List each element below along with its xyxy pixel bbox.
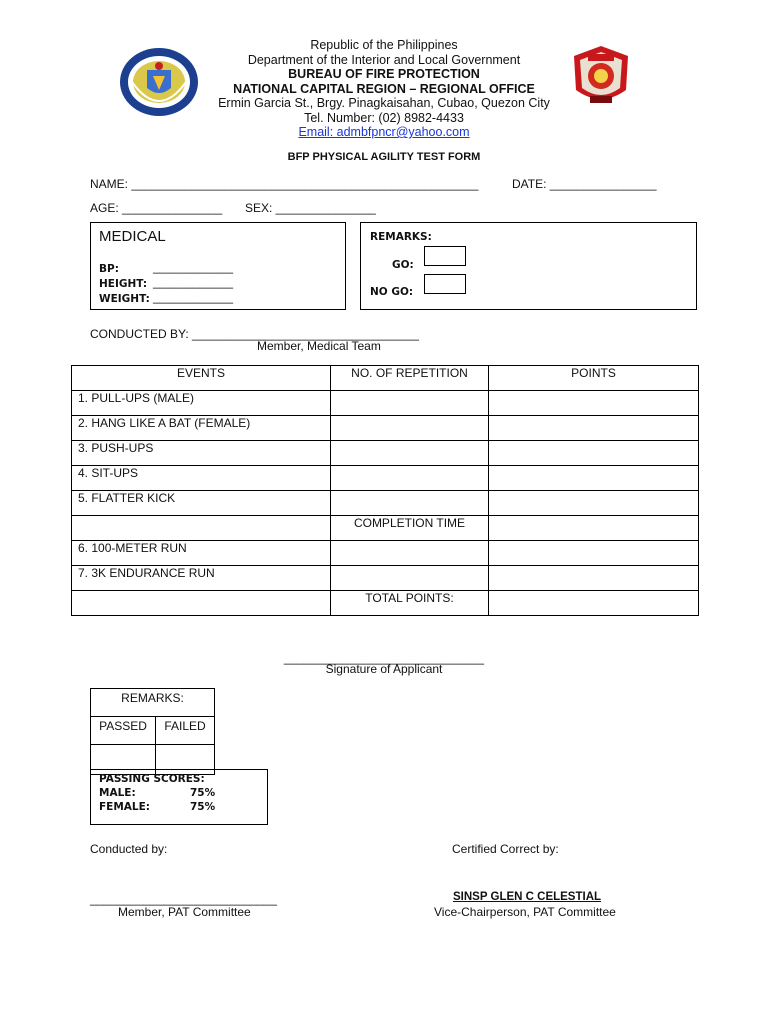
- medical-box: [90, 222, 346, 310]
- final-remarks-table: [90, 688, 215, 775]
- repetition-cell[interactable]: [331, 466, 489, 491]
- applicant-signature-label: Signature of Applicant: [325, 662, 443, 676]
- table-row: [72, 591, 699, 616]
- points-cell[interactable]: [489, 441, 699, 466]
- name-field[interactable]: NAME: ____________________________________________________: [90, 177, 479, 191]
- repetition-cell[interactable]: [331, 566, 489, 591]
- event-name: 1. PULL-UPS (MALE): [72, 391, 331, 416]
- table-header-row: [72, 366, 699, 391]
- letterhead: [170, 38, 598, 140]
- weight-label: WEIGHT:: [99, 293, 150, 305]
- points-cell[interactable]: [489, 391, 699, 416]
- certified-by-label: Certified Correct by:: [452, 842, 559, 856]
- table-row: [72, 566, 699, 591]
- conducted-by-label: Conducted by:: [90, 842, 168, 856]
- event-name: 5. FLATTER KICK: [72, 491, 331, 516]
- no-go-checkbox[interactable]: [424, 274, 466, 294]
- go-checkbox[interactable]: [424, 246, 466, 266]
- repetition-cell[interactable]: [331, 391, 489, 416]
- points-cell[interactable]: [489, 416, 699, 441]
- points-cell[interactable]: [489, 466, 699, 491]
- applicant-signature-line[interactable]: ______________________________: [283, 651, 485, 665]
- event-name: [72, 516, 331, 541]
- pat-member-role: Member, PAT Committee: [118, 905, 251, 919]
- sex-field[interactable]: SEX: _______________: [245, 201, 376, 215]
- repetition-cell[interactable]: [331, 541, 489, 566]
- table-row: [72, 441, 699, 466]
- header-department: Department of the Interior and Local Government: [247, 52, 521, 67]
- event-name: 7. 3K ENDURANCE RUN: [72, 566, 331, 591]
- failed-label: FAILED: [156, 717, 215, 745]
- header-points: POINTS: [489, 366, 699, 391]
- header-tel: Tel. Number: (02) 8982-4433: [304, 110, 464, 125]
- event-name: 6. 100-METER RUN: [72, 541, 331, 566]
- event-name: 3. PUSH-UPS: [72, 441, 331, 466]
- go-remarks-box: [360, 222, 697, 310]
- passing-scores-box: [90, 769, 268, 825]
- repetition-cell[interactable]: [331, 416, 489, 441]
- total-points-label: TOTAL POINTS:: [331, 591, 489, 616]
- certifier-role: Vice-Chairperson, PAT Committee: [434, 905, 616, 919]
- height-line[interactable]: ____________: [153, 275, 234, 289]
- certifier-name: SINSP GLEN C CELESTIAL: [453, 891, 602, 903]
- medical-team-caption: Member, Medical Team: [257, 339, 381, 353]
- age-field[interactable]: AGE: _______________: [90, 201, 223, 215]
- events-table: [71, 365, 699, 616]
- weight-line[interactable]: ____________: [153, 290, 234, 304]
- height-label: HEIGHT:: [99, 278, 148, 290]
- form-title: BFP PHYSICAL AGILITY TEST FORM: [287, 151, 481, 163]
- table-row: [72, 466, 699, 491]
- table-row: [72, 516, 699, 541]
- header-email-link[interactable]: Email: admbfpncr@yahoo.com: [298, 125, 470, 139]
- table-row: [72, 391, 699, 416]
- pat-member-signature-line[interactable]: ____________________________: [90, 892, 277, 906]
- male-label: MALE:: [99, 787, 136, 799]
- event-name: 2. HANG LIKE A BAT (FEMALE): [72, 416, 331, 441]
- header-bureau: BUREAU OF FIRE PROTECTION: [288, 67, 480, 81]
- header-republic: Republic of the Philippines: [310, 38, 458, 52]
- date-field[interactable]: DATE: ________________: [512, 177, 657, 191]
- points-cell[interactable]: [489, 566, 699, 591]
- female-label: FEMALE:: [99, 801, 150, 813]
- event-name: 4. SIT-UPS: [72, 466, 331, 491]
- go-remarks-title: REMARKS:: [370, 231, 432, 243]
- conducted-by-medical[interactable]: CONDUCTED BY: __________________________________: [90, 327, 419, 341]
- go-label: GO:: [392, 259, 414, 271]
- header-events: EVENTS: [72, 366, 331, 391]
- final-remarks-title: REMARKS:: [91, 689, 215, 717]
- female-value: 75%: [190, 801, 216, 813]
- header-region: NATIONAL CAPITAL REGION – REGIONAL OFFICE: [233, 81, 535, 96]
- table-row: [72, 491, 699, 516]
- header-address: Ermin Garcia St., Brgy. Pinagkaisahan, Cubao, Quezon City: [218, 96, 550, 110]
- passed-label: PASSED: [91, 717, 156, 745]
- repetition-cell[interactable]: [331, 491, 489, 516]
- medical-title: MEDICAL: [99, 228, 166, 245]
- table-row: [72, 541, 699, 566]
- passing-scores-title: PASSING SCORES:: [99, 773, 205, 785]
- table-row: [72, 416, 699, 441]
- points-cell[interactable]: [489, 491, 699, 516]
- points-cell[interactable]: [489, 541, 699, 566]
- bp-line[interactable]: ____________: [153, 260, 234, 274]
- repetition-cell[interactable]: [331, 441, 489, 466]
- points-cell[interactable]: [489, 516, 699, 541]
- no-go-label: NO GO:: [370, 286, 414, 298]
- completion-time-label: COMPLETION TIME: [331, 516, 489, 541]
- event-name: [72, 591, 331, 616]
- male-value: 75%: [190, 787, 216, 799]
- header-repetition: NO. OF REPETITION: [331, 366, 489, 391]
- bp-label: BP:: [99, 263, 119, 275]
- total-points-cell[interactable]: [489, 591, 699, 616]
